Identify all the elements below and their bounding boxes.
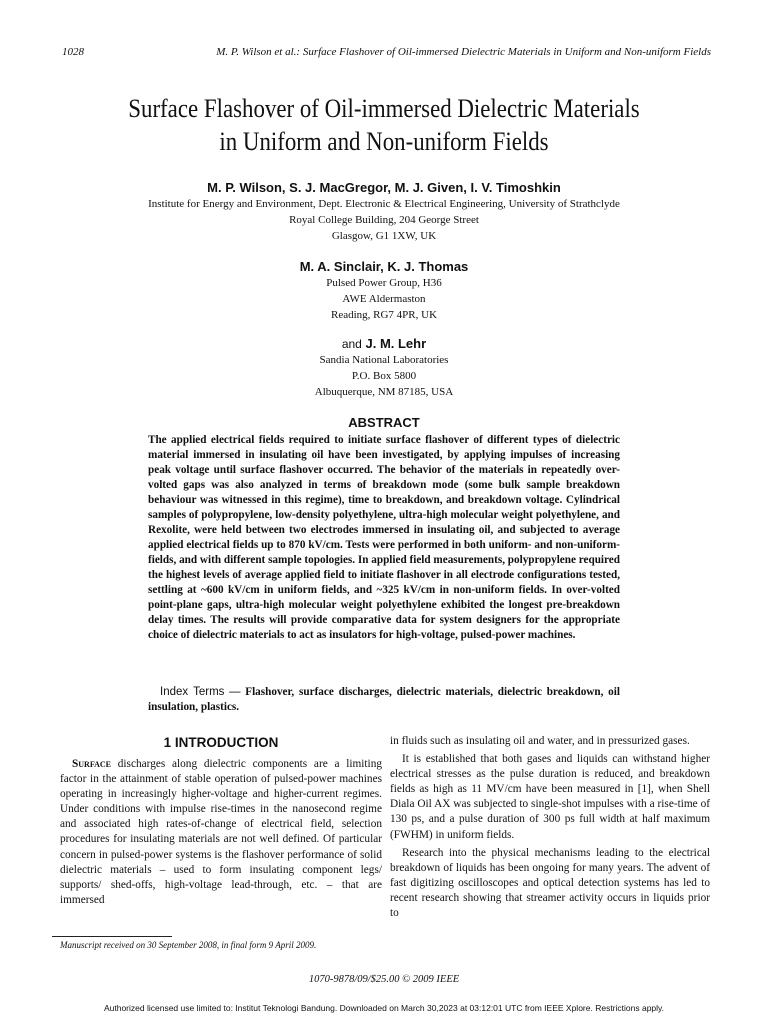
author-names-2: M. A. Sinclair, K. J. Thomas [299, 259, 469, 274]
running-title: M. P. Wilson et al.: Surface Flashover of Oil-immersed Dielectric Materials in Uniform and Non-uniform Fields [216, 46, 711, 58]
abstract-heading: ABSTRACT [348, 415, 420, 430]
affiliation-line: Sandia National Laboratories [319, 354, 449, 366]
drop-word: Surface [72, 758, 112, 770]
right-paragraph-1: in fluids such as insulating oil and water, and in pressurized gases. [390, 735, 690, 747]
page-number: 1028 [62, 46, 84, 58]
affiliation-line: Pulsed Power Group, H36 [326, 277, 442, 289]
and-word: and [341, 337, 362, 351]
affiliation-line: P.O. Box 5800 [351, 370, 417, 382]
paper-title-line-2: in Uniform and Non-uniform Fields [219, 127, 549, 156]
intro-paragraph-1 [60, 757, 382, 908]
affiliation-line: Glasgow, G1 1XW, UK [331, 230, 437, 242]
manuscript-footnote: Manuscript received on 30 September 2008, in final form 9 April 2009. [60, 940, 317, 950]
intro-paragraph-1-text: discharges along dielectric components are a limiting factor in the attainment of stable operation of pulsed-power machines operating in increasingly higher-voltage and higher-current regimes. Under conditions with impulse rise-times in the nanosecond regime and associated high rates-of-change of electrical field, selection procedures for insulating materials are not well defined. Of particular concern in pulsed-power systems is the flashover performance of solid dielectric materials – used to form insulating component legs/ supports/ shed-offs, high-voltage lead-through, etc. – that are immersed [60, 758, 382, 906]
index-terms-label: Index Terms [160, 686, 225, 698]
author-group-2 [60, 259, 708, 323]
affiliation-1 [60, 196, 708, 244]
affiliation-line: Royal College Building, 204 George Street [289, 214, 479, 226]
affiliation-line: AWE Aldermaston [342, 293, 426, 305]
abstract-text: The applied electrical fields required to initiate surface flashover of different types of dielectric material immersed in insulating oil have been investigated, by applying impulses of increasing peak voltage until surface flashover occurred. The behavior of the materials in repeatedly over-volted gaps was also analyzed in terms of breakdown mode (some bulk sample breakdown behaviour was witnessed in this regime), time to breakdown, and breakdown voltage. Cylindrical samples of polypropylene, low-density polyethylene, ultra-high molecular weight polyethylene, and Rexolite, were held between two electrodes immersed in insulating oil, and subjected to average applied electrical fields up to 870 kV/cm. Tests were performed in both uniform- and non-uniform-fields, and with different sample topologies. In applied field measurements, polypropylene required the highest levels of average applied field to initiate flashover in all electrode configurations tested, settling at ~600 kV/cm in uniform fields, and ~325 kV/cm in non-uniform fields. In over-volted point-plane gaps, ultra-high molecular weight polyethylene exhibited the longest pre-breakdown delay times. The results will provide comparative data for system designers for the appropriate choice of dielectric materials to act as insulators for high-voltage, pulsed-power machines. [148, 434, 620, 641]
license-notice: Authorized licensed use limited to: Institut Teknologi Bandung. Downloaded on March 30,2023 at 03:12:01 UTC from IEEE Xplore. Restrictions apply. [103, 1003, 665, 1013]
affiliation-line: Reading, RG7 4PR, UK [330, 309, 438, 321]
affiliation-3 [60, 352, 708, 400]
author-names-1: M. P. Wilson, S. J. MacGregor, M. J. Given, I. V. Timoshkin [207, 180, 561, 195]
author-group-3 [60, 336, 708, 400]
right-column [390, 734, 710, 924]
index-terms [148, 685, 620, 715]
author-group-1 [60, 180, 708, 244]
left-column [60, 757, 382, 908]
right-paragraph-3: Research into the physical mechanisms leading to the electrical breakdown of liquids has been ongoing for many years. The advent of fast digitizing oscilloscopes and optical detection systems has led to recent research showing that streamer activity occurs in liquids prior to [390, 846, 710, 920]
paper-title-line-1: Surface Flashover of Oil-immersed Dielectric Materials [128, 94, 640, 123]
copyright-line: 1070-9878/09/$25.00 © 2009 IEEE [308, 974, 460, 985]
affiliation-line: Institute for Energy and Environment, Dept. Electronic & Electrical Engineering, University of Strathclyde [148, 198, 620, 210]
affiliation-line: Albuquerque, NM 87185, USA [314, 386, 454, 398]
footnote-rule [52, 936, 172, 937]
author-name-lehr: J. M. Lehr [365, 336, 427, 351]
index-terms-dash: — [224, 686, 246, 698]
right-paragraph-2: It is established that both gases and liquids can withstand higher electrical stresses as the pulse duration is reduced, and breakdown fields as high as 11 MV/cm have been measured in [1], when Shell Diala Oil AX was subjected to single-shot impulses with a rise-time of 130 ps, and a pulse duration of 300 ps full width at half maximum (FWHM) in uniform fields. [390, 753, 710, 841]
section-heading-introduction: 1 INTRODUCTION [163, 735, 279, 750]
author-names-3 [60, 336, 708, 351]
affiliation-2 [60, 275, 708, 323]
paper-title [99, 92, 669, 158]
index-terms-text: Flashover, surface discharges, dielectric materials, dielectric breakdown, oil insulation, plastics. [148, 686, 620, 713]
